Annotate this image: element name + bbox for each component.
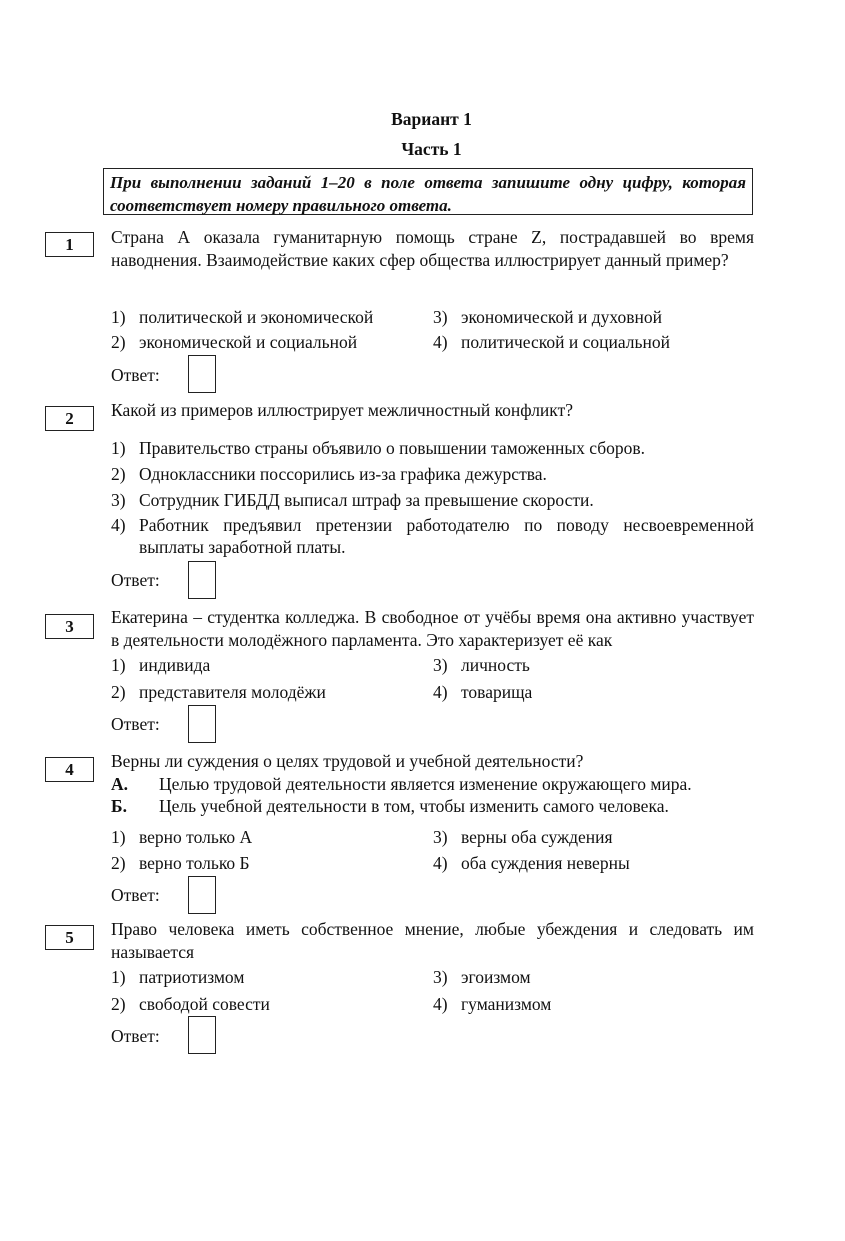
task-3-answer-box[interactable] [188,705,216,743]
task-4-option-3: 3) верны оба суждения [433,827,613,847]
task-5-answer-box[interactable] [188,1016,216,1054]
task-2-option-2: 2) Одноклассники поссорились из-за графика дежурства. [111,464,547,484]
task-2-option-1: 1) Правительство страны объявило о повышении таможенных сборов. [111,438,646,458]
task-2-answer-box[interactable] [188,561,216,599]
task-5-option-4: 4) гуманизмом [433,994,552,1014]
instruction-box: При выполнении заданий 1–20 в поле ответа запишите одну цифру, которая соответствует номеру правильного ответа. [103,168,753,215]
task-3-option-4: 4) товарища [433,682,533,702]
task-number-4: 4 [45,757,94,782]
task-4-statement-b: Б. Цель учебной деятельности в том, чтобы изменить самого человека. [111,796,669,816]
task-1-option-3: 3) экономической и духовной [433,307,662,327]
task-4-answer-box[interactable] [188,876,216,914]
task-5-option-3: 3) эгоизмом [433,967,531,987]
task-3-question: Екатерина – студентка колледжа. В свободное от учёбы время она активно участвует в деятельности молодёжного парламента. Это характеризует её как [111,607,754,650]
task-1-option-4: 4) политической и социальной [433,332,670,352]
task-4-question: Верны ли суждения о целях трудовой и учебной деятельности? [111,751,584,771]
task-2-option-3: 3) Сотрудник ГИБДД выписал штраф за превышение скорости. [111,490,594,510]
task-4-statement-a: А. Целью трудовой деятельности является изменение окружающего мира. [111,774,692,794]
task-number-2: 2 [45,406,94,431]
task-2-answer-label: Ответ: [111,570,160,590]
task-3-option-2: 2) представителя молодёжи [111,682,326,702]
variant-title: Вариант 1 [391,109,472,129]
task-number-5: 5 [45,925,94,950]
task-1-answer-box[interactable] [188,355,216,393]
task-1-answer-label: Ответ: [111,365,160,385]
task-4-option-4: 4) оба суждения неверны [433,853,630,873]
task-3-option-1: 1) индивида [111,655,211,675]
task-4-option-1: 1) верно только А [111,827,253,847]
task-1-question: Страна А оказала гуманитарную помощь стране Z, пострадавшей во время наводнения. Взаимодействие каких сфер общества иллюстрирует данный пример? [111,227,754,270]
part-title: Часть 1 [401,139,462,159]
task-number-3: 3 [45,614,94,639]
task-5-option-2: 2) свободой совести [111,994,270,1014]
task-5-option-1: 1) патриотизмом [111,967,245,987]
task-1-option-2: 2) экономической и социальной [111,332,358,352]
task-4-option-2: 2) верно только Б [111,853,250,873]
task-number-1: 1 [45,232,94,257]
task-5-answer-label: Ответ: [111,1026,160,1046]
task-2-option-4: 4) Работник предъявил претензии работодателю по поводу несвоевременной выплаты заработной платы. [111,515,754,557]
task-1-option-1: 1) политической и экономической [111,307,374,327]
task-5-question: Право человека иметь собственное мнение, любые убеждения и следовать им называется [111,919,754,962]
task-3-option-3: 3) личность [433,655,530,675]
task-2-question: Какой из примеров иллюстрирует межличностный конфликт? [111,400,573,420]
task-4-answer-label: Ответ: [111,885,160,905]
task-3-answer-label: Ответ: [111,714,160,734]
